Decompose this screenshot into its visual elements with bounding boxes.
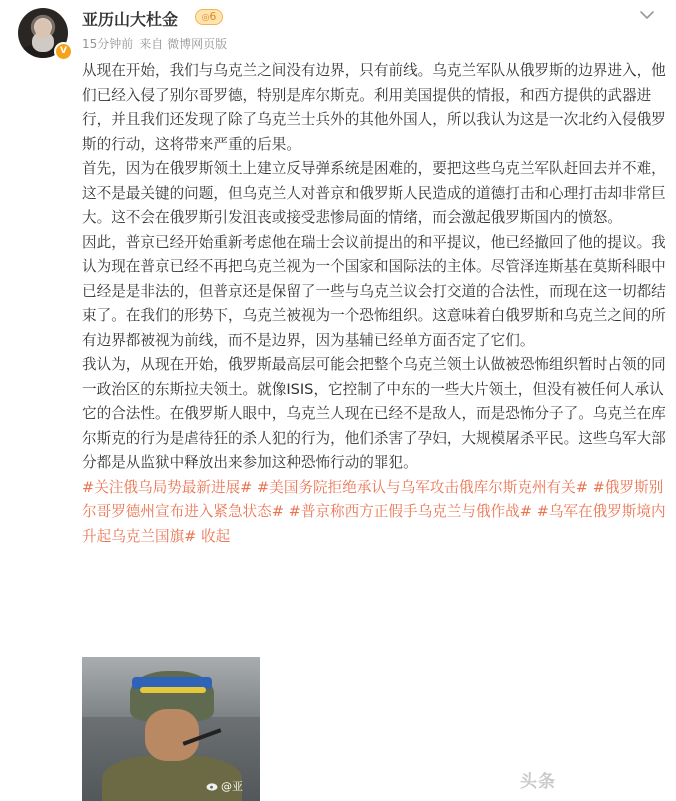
post-paragraph-4: 我认为，从现在开始，俄罗斯最高层可能会把整个乌克兰领土认做被恐怖组织暂时占领的同一政治区的东斯拉夫领土。就像ISIS，它控制了中东的一些大片领土，但没有被任何人承认它的合法性。在俄罗斯人眼中，乌克兰人现在已经不是敌人，而是恐怖分子了。乌克兰在库尔斯克的行为是虐待狂的杀人犯的行为，他们杀害了孕妇，大规模屠杀平民。这些乌军大部分都是从监狱中释放出来参加这种恐怖行动的罪犯。 xyxy=(82,356,666,471)
image-watermark: @亚 xyxy=(221,780,243,793)
image-face xyxy=(145,709,199,761)
bottom-watermark-logo: 头条 xyxy=(520,772,556,792)
post-meta xyxy=(82,35,233,52)
chevron-down-icon[interactable] xyxy=(638,6,656,24)
hashtag-link[interactable]: #关注俄乌局势最新进展# xyxy=(82,478,253,496)
username[interactable]: 亚历山大杜金 xyxy=(82,10,179,29)
collapse-link[interactable]: 收起 xyxy=(201,527,231,545)
hashtag-link[interactable]: #普京称西方正假手乌克兰与俄作战# xyxy=(288,503,532,520)
timestamp[interactable]: 15分钟前 xyxy=(82,37,134,51)
post-paragraph-3: 因此，普京已经开始重新考虑他在瑞士会议前提出的和平提议，他已经撤回了他的提议。我认为现在普京已经不再把乌克兰视为一个国家和国际法的主体。尽管泽连斯基在莫斯科眼中已经是是非法的，但普京还是保留了一些与乌克兰议会打交道的合法性，而现在这一切都结束了。在我们的形势下，乌克兰被视为一个恐怖组织。这意味着白俄罗斯和乌克兰之间的所有边界都被视为前线，而不是边界，因为基辅已经单方面否定了它们。 xyxy=(82,233,666,349)
post-header xyxy=(0,0,676,62)
verified-v-icon: V xyxy=(54,42,73,61)
image-helmet-band-yellow xyxy=(140,687,206,693)
level-badge[interactable] xyxy=(195,9,223,25)
avatar-face xyxy=(35,19,51,39)
post-source: 来自 微博网页版 xyxy=(139,37,228,51)
hashtag-list xyxy=(82,476,667,550)
level-badge-number: 6 xyxy=(209,10,217,23)
hashtag-link[interactable]: #俄罗斯别尔哥罗德州宣布进入紧急状态# xyxy=(82,478,664,520)
post-paragraph-1: 从现在开始，我们与乌克兰之间没有边界，只有前线。乌克兰军队从俄罗斯的边界进入，他们已经入侵了别尔哥罗德，特别是库尔斯克。利用美国提供的情报，和西方提供的武器进行，并且我们还发现了除了乌克兰士兵外的其他外国人，所以我认为这是一次北约入侵俄罗斯的行动，这将带来严重的后果。 xyxy=(82,62,666,153)
hashtag-link[interactable]: #美国务院拒绝承认与乌军攻击俄库尔斯克州有关# xyxy=(257,478,588,496)
post-paragraph-2: 首先，因为在俄罗斯领土上建立反导弹系统是困难的，要把这些乌克兰军队赶回去并不难，这不是最关键的问题，但乌克兰人对普京和俄罗斯人民造成的道德打击和心理打击却非常巨大。这不会在俄罗斯引发沮丧或接受悲惨局面的情绪，而会激起俄罗斯国内的愤怒。 xyxy=(82,160,666,226)
level-badge-prefix: ◎ xyxy=(201,13,210,23)
weibo-watermark-icon xyxy=(206,781,220,791)
post-content xyxy=(82,59,667,549)
hashtag-link[interactable]: #乌军在俄罗斯境内升起乌克兰国旗# xyxy=(82,503,666,545)
